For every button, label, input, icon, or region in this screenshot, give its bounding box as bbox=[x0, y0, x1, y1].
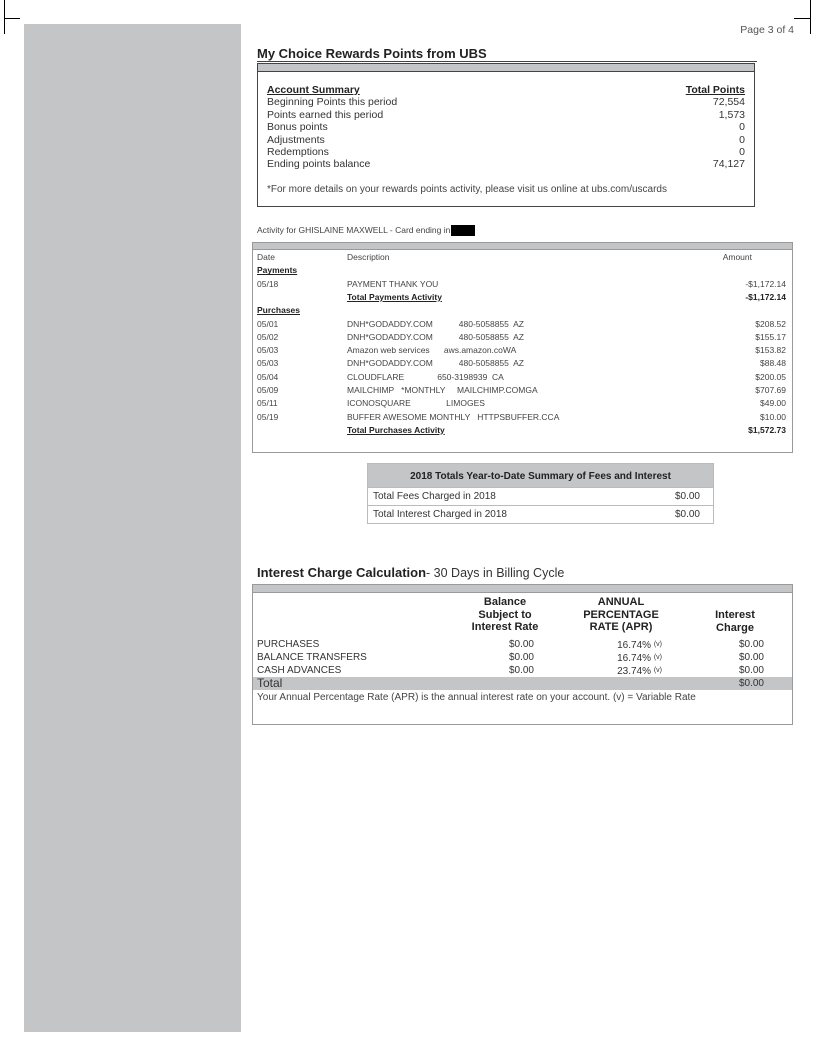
transaction-date: 05/11 bbox=[257, 398, 278, 409]
interest-header-bar bbox=[253, 585, 792, 593]
balance-header-line: Interest Rate bbox=[471, 621, 539, 633]
activity-label bbox=[257, 225, 475, 236]
table-row bbox=[257, 357, 786, 370]
rewards-summary-box bbox=[257, 63, 755, 207]
rewards-row-value: 72,554 bbox=[712, 96, 745, 109]
table-row bbox=[257, 331, 786, 344]
transaction-amount: -$1,172.14 bbox=[745, 278, 786, 289]
ytd-row-value: $0.00 bbox=[674, 491, 700, 502]
crop-mark-top-left bbox=[4, 0, 5, 34]
ytd-title: 2018 Totals Year-to-Date Summary of Fees and Interest bbox=[367, 463, 714, 488]
apr-header-line: ANNUAL bbox=[597, 596, 645, 608]
interest-title bbox=[257, 565, 564, 580]
table-row bbox=[257, 371, 786, 384]
charge-header-line: Interest bbox=[715, 609, 755, 621]
total-points-heading: Total Points bbox=[685, 84, 745, 96]
payments-total-row bbox=[257, 291, 786, 304]
interest-total-row bbox=[253, 677, 792, 690]
transaction-date: 05/03 bbox=[257, 358, 279, 369]
payments-section-row bbox=[257, 264, 786, 277]
table-row bbox=[253, 664, 792, 677]
apr-column-header bbox=[573, 596, 669, 634]
variable-rate-flag: (v) bbox=[653, 641, 662, 648]
table-row bbox=[253, 638, 792, 651]
purchases-heading: Purchases bbox=[257, 305, 300, 316]
rewards-header-bar bbox=[258, 64, 754, 72]
ytd-row bbox=[367, 488, 714, 506]
balance-header-line: Subject to bbox=[478, 608, 532, 621]
rewards-row-label: Bonus points bbox=[267, 121, 328, 134]
interest-row-label: CASH ADVANCES bbox=[257, 665, 342, 676]
apr-value: 23.74% bbox=[617, 666, 652, 677]
purchases-total-row bbox=[257, 424, 786, 437]
apr-header-line: PERCENTAGE bbox=[583, 608, 659, 621]
ytd-row bbox=[367, 506, 714, 524]
amount-column-header: Amount bbox=[722, 252, 752, 262]
interest-title-main: Interest Charge Calculation bbox=[257, 565, 427, 580]
ytd-summary-box bbox=[367, 463, 714, 524]
transaction-amount: $200.05 bbox=[755, 371, 786, 382]
interest-row-charge: $0.00 bbox=[738, 652, 764, 663]
rewards-row-value: 0 bbox=[739, 133, 745, 146]
purchases-total-amount: $1,572.73 bbox=[748, 424, 786, 435]
date-column-header: Date bbox=[257, 252, 275, 262]
rewards-title-rule bbox=[257, 61, 757, 62]
transaction-date: 05/09 bbox=[257, 385, 279, 395]
rewards-row bbox=[267, 121, 745, 133]
rewards-row bbox=[267, 158, 745, 170]
interest-row-charge: $0.00 bbox=[738, 639, 764, 650]
interest-row-charge: $0.00 bbox=[738, 665, 764, 676]
rewards-row bbox=[267, 134, 745, 146]
apr-header-line: RATE (APR) bbox=[589, 621, 653, 633]
transaction-date: 05/02 bbox=[257, 331, 279, 342]
interest-row-label: BALANCE TRANSFERS bbox=[257, 652, 367, 663]
balance-column-header bbox=[465, 596, 545, 634]
interest-total-label: Total bbox=[257, 676, 283, 690]
transaction-description: MAILCHIMP *MONTHLY MAILCHIMP.COMGA bbox=[347, 385, 538, 395]
rewards-row-label: Redemptions bbox=[267, 146, 329, 158]
sidebar-panel bbox=[24, 24, 241, 1032]
table-row bbox=[257, 397, 786, 410]
description-column-header: Description bbox=[347, 252, 390, 262]
interest-row-balance: $0.00 bbox=[508, 665, 534, 676]
rewards-row-value: 1,573 bbox=[718, 108, 745, 121]
rewards-row-value: 0 bbox=[739, 146, 745, 158]
charge-header-line: Charge bbox=[716, 621, 754, 634]
table-row bbox=[257, 411, 786, 424]
activity-table bbox=[252, 242, 793, 453]
table-row bbox=[257, 384, 786, 397]
purchases-section-row bbox=[257, 304, 786, 317]
transaction-amount: $707.69 bbox=[755, 385, 786, 395]
interest-row-label: PURCHASES bbox=[257, 639, 320, 650]
variable-rate-flag: (v) bbox=[653, 654, 662, 661]
rewards-row-label: Beginning Points this period bbox=[267, 96, 398, 109]
apr-value: 16.74% bbox=[617, 640, 652, 651]
rewards-row-value: 0 bbox=[739, 121, 745, 134]
payments-total-amount: -$1,172.14 bbox=[745, 291, 786, 302]
rewards-row bbox=[267, 146, 745, 158]
rewards-row bbox=[267, 109, 745, 121]
apr-value: 16.74% bbox=[617, 653, 652, 664]
crop-mark-top-right-h bbox=[794, 18, 810, 19]
variable-rate-flag: (v) bbox=[653, 667, 662, 674]
payments-heading: Payments bbox=[257, 265, 298, 276]
rewards-row-label: Adjustments bbox=[267, 133, 325, 146]
payments-total-label: Total Payments Activity bbox=[347, 291, 442, 302]
interest-total-charge: $0.00 bbox=[738, 678, 764, 689]
purchases-total-label: Total Purchases Activity bbox=[347, 424, 445, 435]
table-row bbox=[257, 318, 786, 331]
transaction-amount: $88.48 bbox=[760, 358, 786, 369]
interest-table bbox=[252, 584, 793, 725]
activity-header-bar bbox=[253, 243, 792, 250]
transaction-description: DNH*GODADDY.COM 480-5058855 AZ bbox=[347, 331, 524, 342]
apr-note: Your Annual Percentage Rate (APR) is the annual interest rate on your account. (v) = Variable Rate bbox=[257, 692, 696, 703]
balance-header-line: Balance bbox=[483, 596, 527, 608]
ytd-row-label: Total Interest Charged in 2018 bbox=[373, 509, 507, 520]
rewards-heading-row bbox=[267, 84, 745, 96]
transaction-description: Amazon web services aws.amazon.coWA bbox=[347, 345, 517, 356]
transaction-date: 05/04 bbox=[257, 371, 279, 382]
transaction-amount: $10.00 bbox=[760, 411, 786, 422]
page-number: Page 3 of 4 bbox=[740, 24, 794, 36]
rewards-row-value: 74,127 bbox=[712, 158, 745, 171]
transaction-description: BUFFER AWESOME MONTHLY HTTPSBUFFER.CCA bbox=[347, 411, 560, 422]
account-summary-heading: Account Summary bbox=[267, 84, 360, 96]
rewards-note: *For more details on your rewards points activity, please visit us online at ubs.com/uscards bbox=[267, 184, 667, 195]
charge-column-header bbox=[699, 609, 771, 634]
activity-label-text: Activity for GHISLAINE MAXWELL - Card ending in bbox=[257, 225, 451, 235]
interest-row-apr bbox=[617, 651, 662, 665]
table-row bbox=[257, 344, 786, 357]
interest-row-apr bbox=[617, 638, 662, 652]
transaction-amount: $155.17 bbox=[755, 331, 786, 342]
rewards-title: My Choice Rewards Points from UBS bbox=[257, 46, 487, 61]
interest-row-balance: $0.00 bbox=[508, 652, 534, 663]
redaction-block bbox=[451, 225, 475, 236]
table-row bbox=[253, 651, 792, 664]
crop-mark-top-right bbox=[810, 0, 811, 34]
transaction-description: ICONOSQUARE LIMOGES bbox=[347, 398, 485, 409]
transaction-amount: $208.52 bbox=[755, 318, 786, 329]
transaction-date: 05/01 bbox=[257, 318, 279, 329]
interest-title-sub: - 30 Days in Billing Cycle bbox=[426, 566, 565, 580]
transaction-description: CLOUDFLARE 650-3198939 CA bbox=[347, 371, 504, 382]
ytd-row-label: Total Fees Charged in 2018 bbox=[373, 491, 496, 502]
interest-row-balance: $0.00 bbox=[508, 639, 534, 650]
interest-row-apr bbox=[617, 664, 662, 678]
rewards-row-label: Ending points balance bbox=[267, 158, 371, 171]
transaction-date: 05/18 bbox=[257, 278, 279, 289]
activity-header-row bbox=[257, 251, 786, 264]
crop-mark-top-left-h bbox=[4, 18, 20, 19]
rewards-row-label: Points earned this period bbox=[267, 108, 384, 121]
transaction-date: 05/03 bbox=[257, 345, 279, 356]
rewards-row bbox=[267, 96, 745, 108]
transaction-description: DNH*GODADDY.COM 480-5058855 AZ bbox=[347, 358, 524, 369]
transaction-description: DNH*GODADDY.COM 480-5058855 AZ bbox=[347, 318, 524, 329]
transaction-amount: $49.00 bbox=[760, 398, 786, 409]
ytd-row-value: $0.00 bbox=[674, 509, 700, 520]
transaction-description: PAYMENT THANK YOU bbox=[347, 278, 439, 289]
table-row bbox=[257, 278, 786, 291]
transaction-amount: $153.82 bbox=[755, 345, 786, 356]
transaction-date: 05/19 bbox=[257, 411, 279, 422]
